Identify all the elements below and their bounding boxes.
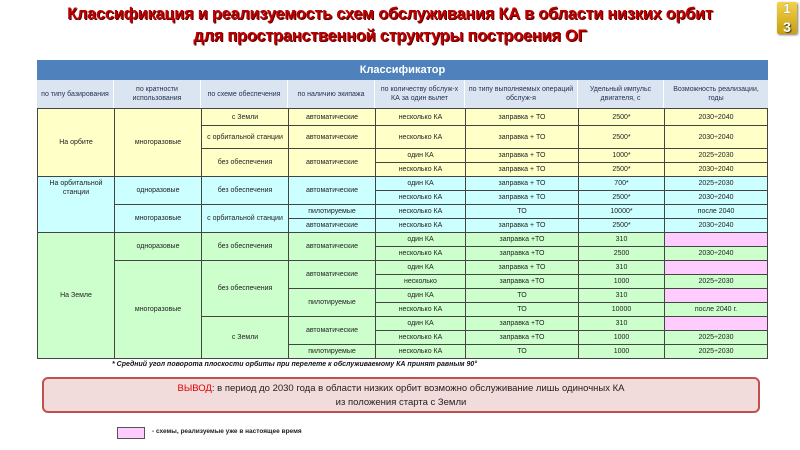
- count-cell: один КА: [375, 176, 466, 191]
- conclusion-text-1: : в период до 2030 года в области низких орбит возможно обслуживание лишь одиночных КА: [211, 383, 625, 394]
- crew-cell: автоматические: [288, 260, 376, 289]
- count-cell: один КА: [375, 260, 466, 275]
- count-cell: несколько КА: [375, 302, 466, 317]
- operations-cell: заправка +ТО: [465, 330, 579, 345]
- operations-cell: заправка + ТО: [465, 148, 579, 163]
- basing-station: На орбитальной станции: [37, 176, 115, 233]
- years-cell: 2030÷2040: [664, 162, 768, 177]
- impulse-cell: 310: [578, 232, 665, 247]
- impulse-cell: 10000*: [578, 204, 665, 219]
- scheme-cell: с орбитальной станции: [201, 204, 289, 233]
- scheme-cell: с Земли: [201, 316, 289, 359]
- years-cell-current: [664, 260, 768, 275]
- impulse-cell: 310: [578, 288, 665, 303]
- impulse-cell: 2500*: [578, 125, 665, 149]
- crew-cell: автоматические: [288, 108, 376, 126]
- operations-cell: ТО: [465, 302, 579, 317]
- scheme-cell: без обеспечения: [201, 176, 289, 205]
- impulse-cell: 2500*: [578, 218, 665, 233]
- basing-earth: На Земле: [37, 232, 115, 359]
- count-cell: несколько КА: [375, 344, 466, 359]
- crew-cell: автоматические: [288, 125, 376, 149]
- operations-cell: заправка +ТО: [465, 246, 579, 261]
- basing-orbit: На орбите: [37, 108, 115, 177]
- column-header-count: по количеству обслуж-х КА за один вылет: [375, 80, 465, 108]
- operations-cell: заправка + ТО: [465, 108, 579, 126]
- operations-cell: заправка +ТО: [465, 274, 579, 289]
- column-header-years: Возможность реализации, годы: [664, 80, 768, 108]
- slide-number-digit-2: 3: [783, 19, 791, 35]
- impulse-cell: 10000: [578, 302, 665, 317]
- impulse-cell: 2500: [578, 246, 665, 261]
- impulse-cell: 2500*: [578, 190, 665, 205]
- scheme-cell: без обеспечения: [201, 148, 289, 177]
- years-cell: 2025÷2030: [664, 148, 768, 163]
- years-cell-current: [664, 288, 768, 303]
- years-cell: 2030÷2040: [664, 218, 768, 233]
- column-header-scheme: по схеме обеспечения: [201, 80, 288, 108]
- multiplicity-cell: многоразовые: [114, 204, 202, 233]
- operations-cell: заправка +ТО: [465, 232, 579, 247]
- years-cell: 2030÷2040: [664, 125, 768, 149]
- operations-cell: заправка + ТО: [465, 125, 579, 149]
- count-cell: несколько КА: [375, 162, 466, 177]
- operations-cell: заправка +ТО: [465, 316, 579, 331]
- conclusion-line-1: [44, 382, 758, 396]
- scheme-cell: с орбитальной станции: [201, 125, 289, 149]
- years-cell: 2025÷2030: [664, 176, 768, 191]
- column-header-crew: по наличию экипажа: [288, 80, 375, 108]
- column-header-specific-impulse: Удельный импульс двигателя, с: [578, 80, 664, 108]
- multiplicity-cell: одноразовые: [114, 232, 202, 261]
- column-header-basing: по типу базирования: [37, 80, 114, 108]
- impulse-cell: 2500*: [578, 108, 665, 126]
- crew-cell: пилотируемые: [288, 344, 376, 359]
- scheme-cell: без обеспечения: [201, 260, 289, 317]
- table-caption: Классификатор: [37, 60, 768, 80]
- impulse-cell: 1000: [578, 344, 665, 359]
- conclusion-label: ВЫВОД: [177, 383, 212, 394]
- conclusion-box: [42, 377, 760, 413]
- count-cell: несколько КА: [375, 108, 466, 126]
- impulse-cell: 2500*: [578, 162, 665, 177]
- slide-number-badge: [777, 2, 797, 34]
- legend-text: - схемы, реализуемые уже в настоящее время: [152, 428, 302, 435]
- years-cell: после 2040 г.: [664, 302, 768, 317]
- crew-cell: автоматические: [288, 176, 376, 205]
- scheme-cell: с Земли: [201, 108, 289, 126]
- crew-cell: пилотируемые: [288, 288, 376, 317]
- impulse-cell: 1000*: [578, 148, 665, 163]
- operations-cell: ТО: [465, 288, 579, 303]
- crew-cell: автоматические: [288, 218, 376, 233]
- count-cell: один КА: [375, 316, 466, 331]
- column-header-multiplicity: по кратности использования: [114, 80, 201, 108]
- count-cell: один КА: [375, 288, 466, 303]
- crew-cell: автоматические: [288, 148, 376, 177]
- count-cell: несколько КА: [375, 125, 466, 149]
- crew-cell: автоматические: [288, 232, 376, 261]
- operations-cell: заправка + ТО: [465, 190, 579, 205]
- operations-cell: ТО: [465, 344, 579, 359]
- count-cell: несколько: [375, 274, 466, 289]
- operations-cell: заправка + ТО: [465, 176, 579, 191]
- slide-number-digit-1: 1: [783, 1, 791, 16]
- impulse-cell: 1000: [578, 330, 665, 345]
- crew-cell: пилотируемые: [288, 204, 376, 219]
- years-cell: 2025÷2030: [664, 330, 768, 345]
- impulse-cell: 310: [578, 260, 665, 275]
- multiplicity-orbit: многоразовые: [114, 108, 202, 177]
- years-cell: 2025÷2030: [664, 344, 768, 359]
- count-cell: один КА: [375, 232, 466, 247]
- years-cell: 2025÷2030: [664, 274, 768, 289]
- operations-cell: ТО: [465, 204, 579, 219]
- count-cell: несколько КА: [375, 330, 466, 345]
- count-cell: несколько КА: [375, 246, 466, 261]
- years-cell: 2030÷2040: [664, 190, 768, 205]
- years-cell-current: [664, 232, 768, 247]
- title-line-2: для пространственной структуры построения ОГ: [193, 27, 587, 45]
- impulse-cell: 700*: [578, 176, 665, 191]
- scheme-cell: без обеспечения: [201, 232, 289, 261]
- operations-cell: заправка + ТО: [465, 218, 579, 233]
- impulse-cell: 1000: [578, 274, 665, 289]
- count-cell: один КА: [375, 148, 466, 163]
- multiplicity-cell: одноразовые: [114, 176, 202, 205]
- conclusion-text-2: из положения старта с Земли: [335, 397, 467, 408]
- years-cell: 2030÷2040: [664, 246, 768, 261]
- count-cell: несколько КА: [375, 190, 466, 205]
- years-cell: после 2040: [664, 204, 768, 219]
- operations-cell: заправка + ТО: [465, 162, 579, 177]
- count-cell: несколько КА: [375, 218, 466, 233]
- legend-swatch-current-schemes: [117, 427, 145, 439]
- slide-title: [40, 3, 740, 47]
- footnote: * Средний угол поворота плоскости орбиты при перелете к обслуживаемому КА принят равным 90°: [112, 361, 478, 368]
- count-cell: несколько КА: [375, 204, 466, 219]
- years-cell-current: [664, 316, 768, 331]
- column-header-operations: по типу выполняемых операций обслуж-я: [465, 80, 578, 108]
- impulse-cell: 310: [578, 316, 665, 331]
- title-line-1: Классификация и реализуемость схем обслуживания КА в области низких орбит: [67, 5, 713, 23]
- years-cell: 2030÷2040: [664, 108, 768, 126]
- crew-cell: автоматические: [288, 316, 376, 345]
- operations-cell: заправка + ТО: [465, 260, 579, 275]
- multiplicity-cell: многоразовые: [114, 260, 202, 359]
